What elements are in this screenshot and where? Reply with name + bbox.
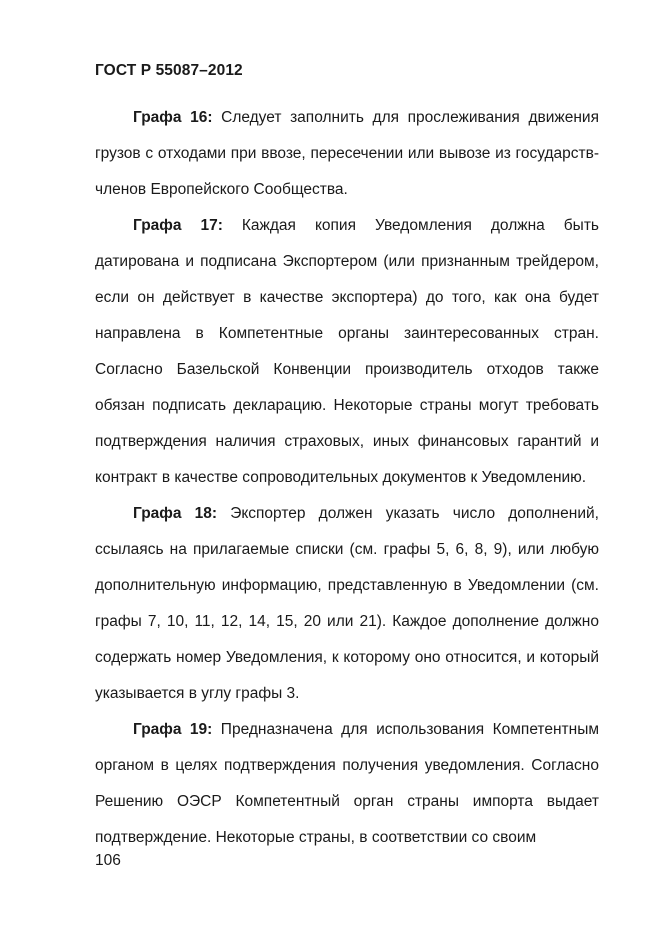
page-header-standard: ГОСТ Р 55087–2012: [95, 62, 243, 79]
document-body: [95, 100, 599, 856]
paragraph-text: Каждая копия Уведомления должна быть датирована и подписана Экспортером (или признанным трейдером, если он действует в качестве экспортера) до того, как она будет направлена в Компетентные органы заинтересованных стран. Согласно Базельской Конвенции производитель отходов также обязан подписать декларацию. Некоторые страны могут требовать подтверждения наличия страховых, иных финансовых гарантий и контракт в качестве сопроводительных документов к Уведомлению.: [95, 217, 599, 486]
paragraph-label: Графа 17:: [133, 217, 223, 234]
paragraph-label: Графа 16:: [133, 109, 213, 126]
page-number: 106: [95, 852, 121, 869]
paragraph-text: Экспортер должен указать число дополнений, ссылаясь на прилагаемые списки (см. графы 5, 6, 8, 9), или любую дополнительную информацию, представленную в Уведомлении (см. графы 7, 10, 11, 12, 14, 15, 20 или 21). Каждое дополнение должно содержать номер Уведомления, к которому оно относится, и который указывается в углу графы 3.: [95, 505, 599, 702]
paragraph-grafa-19: [95, 712, 599, 856]
paragraph-text: Предназначена для использования Компетентным органом в целях подтверждения получения уведомления. Согласно Решению ОЭСР Компетентный орган страны импорта выдает подтверждение. Некоторые страны, в соответствии со своим: [95, 721, 599, 846]
paragraph-label: Графа 18:: [133, 505, 218, 522]
paragraph-grafa-17: [95, 208, 599, 496]
paragraph-grafa-18: [95, 496, 599, 712]
paragraph-grafa-16: [95, 100, 599, 208]
paragraph-label: Графа 19:: [133, 721, 213, 738]
paragraph-text: Следует заполнить для прослеживания движения грузов с отходами при ввозе, пересечении или вывозе из государств-членов Европейского Сообщества.: [95, 109, 599, 198]
